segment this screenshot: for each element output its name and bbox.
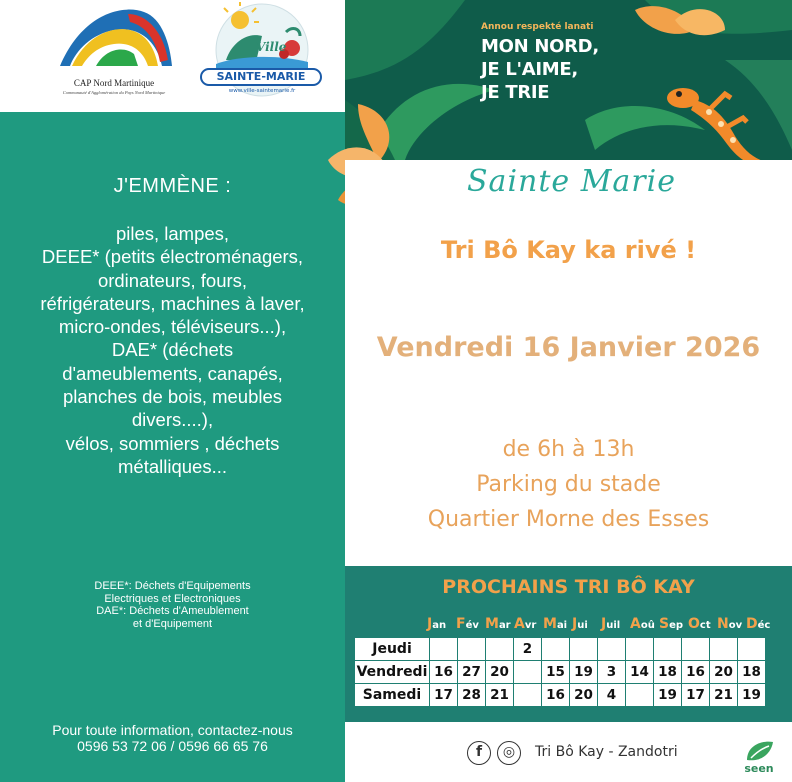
date-cell (738, 638, 766, 661)
date-cell: 16 (682, 661, 710, 684)
month-label: Fév (456, 616, 479, 632)
sainte-marie-script-title: Sainte Marie (467, 164, 676, 199)
list-item: d'ameublements, canapés, (62, 362, 283, 384)
facebook-icon[interactable]: f (467, 741, 491, 765)
slogan-creole: Annou respekté lanati (481, 22, 594, 32)
day-label: Vendredi (355, 661, 430, 684)
collection-calendar-table (354, 637, 766, 707)
list-item: planches de bois, meubles (62, 386, 283, 408)
date-cell: 27 (458, 661, 486, 684)
month-label: Juil (601, 616, 621, 632)
event-place: Parking du stade (476, 472, 661, 497)
list-item: piles, lampes, (115, 223, 230, 244)
cap-nord-emblem-icon (52, 4, 176, 76)
month-label: Jan (427, 616, 447, 632)
seen-logo (739, 738, 779, 778)
slogan-line: JE TRIE (481, 82, 550, 103)
logo-header (0, 0, 345, 112)
date-cell (654, 638, 682, 661)
accepted-items-list (12, 222, 333, 478)
date-cell (514, 684, 542, 707)
list-item: micro-ondes, téléviseurs...), (58, 316, 287, 338)
list-item: métalliques... (118, 455, 227, 477)
date-cell (486, 638, 514, 661)
date-cell (626, 684, 654, 707)
event-headline: Tri Bô Kay ka rivé ! (440, 236, 697, 264)
month-label: Mar (485, 616, 511, 632)
event-area: Quartier Morne des Esses (427, 507, 710, 532)
month-label: Mai (543, 616, 568, 632)
date-cell (514, 661, 542, 684)
abbreviation-footnote (0, 580, 345, 630)
table-row (355, 661, 766, 684)
event-time: de 6h à 13h (502, 437, 635, 462)
date-cell: 18 (738, 661, 766, 684)
date-cell: 28 (458, 684, 486, 707)
contact-heading: Pour toute information, contactez-nous (52, 722, 293, 738)
table-row (355, 684, 766, 707)
date-cell (458, 638, 486, 661)
gecko-icon (655, 74, 775, 160)
sainte-marie-url: www.ville-saintemarie.fr (228, 88, 296, 94)
cap-nord-logo (52, 4, 176, 102)
date-cell (570, 638, 598, 661)
date-cell: 20 (486, 661, 514, 684)
left-info-panel (0, 112, 345, 782)
seen-label: seen (744, 762, 774, 775)
date-cell: 17 (430, 684, 458, 707)
event-date: Vendredi 16 Janvier 2026 (376, 332, 761, 363)
day-label: Samedi (355, 684, 430, 707)
month-label: Aoû (630, 616, 655, 632)
date-cell: 19 (738, 684, 766, 707)
list-item: DAE* (déchets (111, 339, 234, 361)
date-cell: 4 (598, 684, 626, 707)
ville-label: Ville (256, 40, 287, 54)
sainte-marie-name: SAINTE-MARIE (200, 68, 322, 86)
month-label: Nov (717, 616, 743, 632)
list-item: vélos, sommiers , déchets (65, 432, 280, 454)
date-cell: 21 (710, 684, 738, 707)
slogan-line: MON NORD, (481, 36, 599, 57)
calendar-section (345, 566, 792, 722)
date-cell: 3 (598, 661, 626, 684)
cap-nord-name: CAP Nord Martinique (73, 78, 155, 88)
instagram-icon[interactable]: ◎ (497, 741, 521, 765)
date-cell (626, 638, 654, 661)
slogan-line: JE L'AIME, (481, 59, 578, 80)
date-cell: 21 (486, 684, 514, 707)
date-cell: 16 (542, 684, 570, 707)
date-cell: 19 (654, 684, 682, 707)
contact-info (0, 722, 345, 754)
list-item: divers....), (131, 409, 214, 431)
date-cell: 14 (626, 661, 654, 684)
date-cell: 17 (682, 684, 710, 707)
date-cell (682, 638, 710, 661)
slogan-block (481, 22, 599, 104)
event-announcement (345, 160, 792, 565)
table-row (355, 638, 766, 661)
month-label: Déc (746, 616, 771, 632)
month-label: Jui (572, 616, 588, 632)
list-item: réfrigérateurs, machines à laver, (40, 292, 305, 314)
footnote-line: DAE*: Déchets d'Ameublement (96, 605, 249, 617)
month-header (427, 616, 782, 634)
footnote-line: DEEE*: Déchets d'Equipements (94, 580, 251, 592)
list-item: DEEE* (petits électroménagers, (41, 246, 304, 268)
date-cell: 15 (542, 661, 570, 684)
sainte-marie-logo (196, 2, 328, 102)
month-label: Sep (659, 616, 684, 632)
date-cell: 19 (570, 661, 598, 684)
date-cell: 16 (430, 661, 458, 684)
emmene-title: J'EMMÈNE : (113, 175, 232, 197)
date-cell (598, 638, 626, 661)
contact-phones: 0596 53 72 06 / 0596 66 65 76 (77, 738, 268, 754)
seen-leaf-icon (739, 738, 779, 764)
day-label: Jeudi (355, 638, 430, 661)
date-cell: 2 (514, 638, 542, 661)
list-item: ordinateurs, fours, (97, 269, 248, 291)
event-details (345, 432, 792, 537)
footnote-line: et d'Equipement (132, 617, 213, 630)
calendar-title: PROCHAINS TRI BÔ KAY (442, 576, 695, 598)
date-cell: 20 (710, 661, 738, 684)
date-cell (430, 638, 458, 661)
footnote-line: Electriques et Electroniques (104, 592, 241, 605)
cap-nord-subtitle: Communauté d'Agglomération du Pays Nord Martinique (62, 90, 166, 95)
jungle-banner (345, 0, 792, 160)
footer (345, 722, 792, 782)
date-cell (710, 638, 738, 661)
month-label: Avr (514, 616, 537, 632)
date-cell: 18 (654, 661, 682, 684)
date-cell: 20 (570, 684, 598, 707)
footer-handle: Tri Bô Kay - Zandotri (535, 744, 678, 760)
month-label: Oct (688, 616, 711, 632)
date-cell (542, 638, 570, 661)
